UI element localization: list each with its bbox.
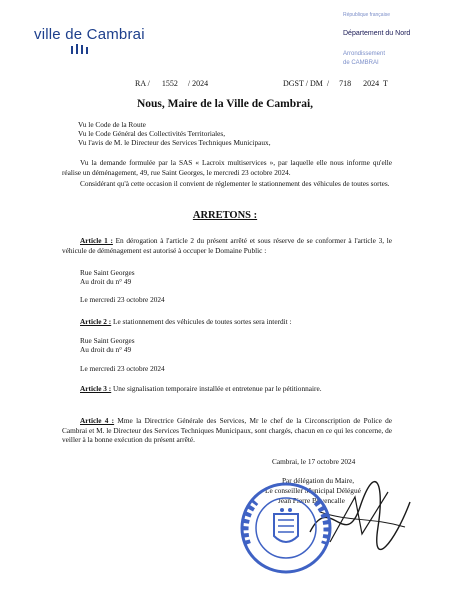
article-1-text: En dérogation à l'article 2 du présent arrêté et sous réserve de se conformer à l'article 3, le véhicule de déménagement est autorisé à occuper le Domaine Public : <box>62 236 392 255</box>
article-3 <box>62 384 392 394</box>
article-3-label: Article 3 : <box>80 384 112 393</box>
article-2-street: Rue Saint Georges <box>80 336 135 345</box>
considerant-paragraph: Vu la demande formulée par la SAS « Lacroix multiservices », par laquelle elle nous informe qu'elle réalise un déménagement, 49, rue Saint Georges, le mercredi 23 octobre 2024. <box>62 158 392 177</box>
article-4-text: Mme la Directrice Générale des Services, Mr le chef de la Circonscription de Police de Cambrai et M. le Directeur des Services Techniques Municipaux, sont chargés, chacun en ce qui les concerne, de veiller à la bonne exécution du présent arrêté. <box>62 416 392 444</box>
arretons-heading: ARRETONS : <box>192 210 258 221</box>
reference-ra: RA / 1552 / 2024 <box>135 79 209 88</box>
republique-label: République française <box>343 12 390 18</box>
article-3-text: Une signalisation temporaire installée et entretenue par le pétitionnaire. <box>111 384 322 393</box>
vu-line: Vu l'avis de M. le Directeur des Services Techniques Municipaux, <box>78 138 271 147</box>
article-1-street: Rue Saint Georges <box>80 268 135 277</box>
article-4 <box>62 416 392 445</box>
arrondissement-label: Arrondissement <box>343 51 386 57</box>
arrondissement-name: de CAMBRAI <box>343 60 379 66</box>
signature-place-date: Cambrai, le 17 octobre 2024 <box>272 457 356 466</box>
vu-line: Vu le Code Général des Collectivités Territoriales, <box>78 129 226 138</box>
city-logo-icon <box>69 44 93 54</box>
departement-label: Département du Nord <box>343 30 411 37</box>
considerant-paragraph: Considérant qu'à cette occasion il convient de réglementer le stationnement des véhicules de toutes sortes. <box>80 179 390 188</box>
article-2 <box>62 317 392 327</box>
article-2-text: Le stationnement des véhicules de toutes sortes sera interdit : <box>111 317 292 326</box>
signature-name: Jean Pierre Buvencalle <box>278 496 345 505</box>
signature-title: Le conseiller Municipal Délégué <box>265 486 361 495</box>
article-1-label: Article 1 : <box>80 236 113 245</box>
vu-line: Vu le Code de la Route <box>78 120 146 129</box>
article-2-location: Au droit du n° 49 <box>80 345 132 354</box>
article-1 <box>62 236 392 255</box>
article-2-label: Article 2 : <box>80 317 112 326</box>
article-1-location: Au droit du n° 49 <box>80 277 132 286</box>
article-2-date: Le mercredi 23 octobre 2024 <box>80 364 165 373</box>
article-1-date: Le mercredi 23 octobre 2024 <box>80 295 165 304</box>
city-logo-text: ville de Cambrai <box>34 26 145 43</box>
official-stamp <box>238 480 334 576</box>
document-title: Nous, Maire de la Ville de Cambrai, <box>136 98 314 110</box>
reference-dgst: DGST / DM / 718 2024 T <box>283 79 388 88</box>
signature-delegation: Par délégation du Maire, <box>282 476 355 485</box>
article-4-label: Article 4 : <box>80 416 115 425</box>
